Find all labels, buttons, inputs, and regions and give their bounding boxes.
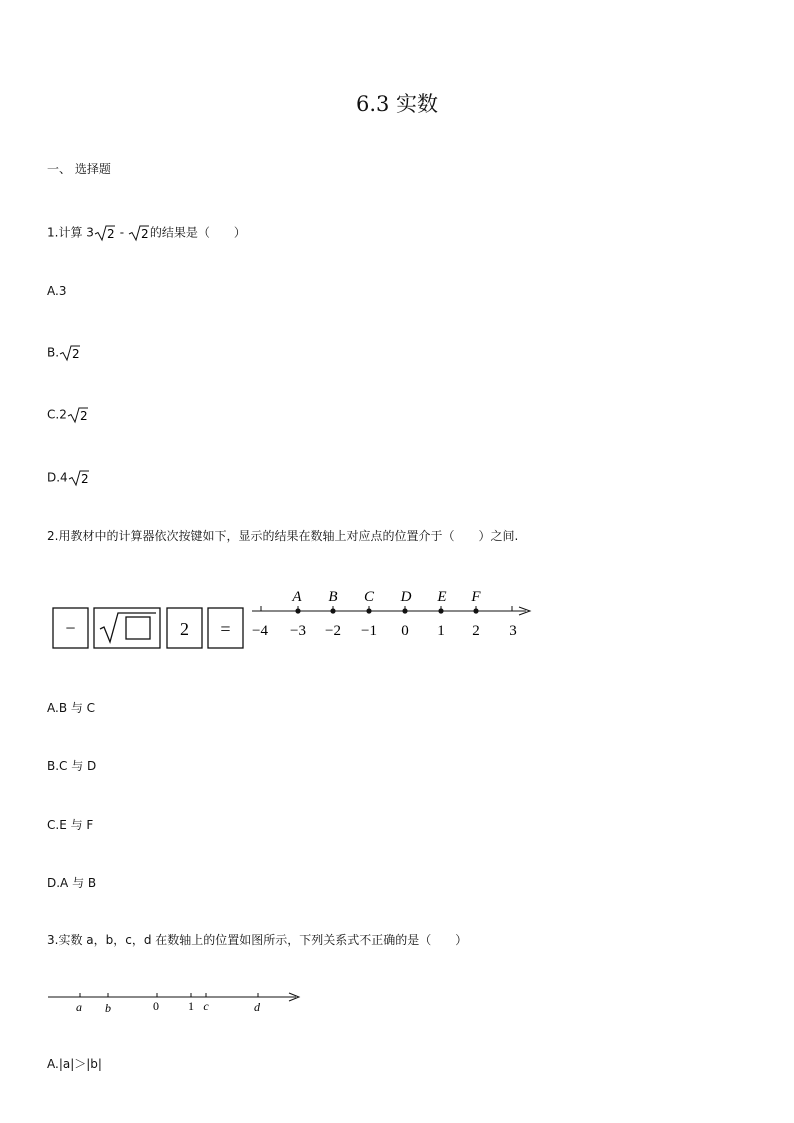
key-equals-label: = <box>220 619 231 639</box>
section-heading: 一、 选择题 <box>47 162 111 176</box>
tick-label: −4 <box>252 623 268 639</box>
q1-radicand: 2 <box>79 409 88 423</box>
q1-radicand: 2 <box>80 472 89 486</box>
axis-label-one: 1 <box>188 999 194 1013</box>
axis-label-c: c <box>203 999 209 1013</box>
q1-radicand: 2 <box>140 227 149 241</box>
question-3-stem: 3.实数 a，b，c，d 在数轴上的位置如图所示，下列关系式不正确的是（ ） <box>47 933 468 947</box>
q2-option-b: B.C 与 D <box>47 759 97 773</box>
calculator-keys-and-number-line <box>40 578 540 658</box>
q3-number-line <box>40 985 310 1021</box>
q1-option-b <box>47 344 81 362</box>
tick-label: 3 <box>509 623 517 639</box>
point-dot <box>330 608 335 613</box>
tick-label: 2 <box>472 623 480 639</box>
q1-option-d-prefix: D.4 <box>47 470 68 485</box>
point-label-f: F <box>471 589 481 605</box>
q2-option-a: A.B 与 C <box>47 701 96 715</box>
axis-label-a: a <box>76 1000 82 1014</box>
sqrt-symbol <box>68 469 90 487</box>
point-label-a: A <box>292 589 302 605</box>
q1-option-c <box>47 406 89 424</box>
q1-radicand: 2 <box>72 347 80 361</box>
key-minus-label: − <box>65 618 76 638</box>
tick-label: 1 <box>437 623 445 639</box>
key-two-label: 2 <box>180 619 189 639</box>
q3-option-a: A.|a|＞|b| <box>47 1057 102 1071</box>
sqrt-symbol <box>128 224 150 242</box>
point-dot <box>438 608 443 613</box>
sqrt-symbol <box>59 344 81 362</box>
axis-label-b: b <box>105 1001 111 1015</box>
point-label-d: D <box>400 589 412 605</box>
question-2-stem: 2.用教材中的计算器依次按键如下，显示的结果在数轴上对应点的位置介于（ ）之间. <box>47 529 519 543</box>
tick-label: −3 <box>290 623 306 639</box>
q1-option-d <box>47 469 90 487</box>
point-label-e: E <box>437 589 447 605</box>
tick-label: 0 <box>401 623 409 639</box>
q1-radicand: 2 <box>106 227 115 241</box>
q1-option-c-prefix: C.2 <box>47 407 67 422</box>
question-1-stem <box>47 224 246 242</box>
point-label-c: C <box>363 589 375 605</box>
q1-option-b-prefix: B. <box>47 345 60 360</box>
q1-stem-prefix: 1.计算 3 <box>47 225 94 240</box>
page-title: 6.3 实数 <box>355 92 439 116</box>
point-dot <box>402 608 407 613</box>
q1-minus: - <box>115 225 128 240</box>
q2-option-d: D.A 与 B <box>47 876 97 890</box>
empty-box-icon <box>126 617 150 639</box>
sqrt-symbol <box>94 224 116 242</box>
sqrt-symbol <box>67 406 89 424</box>
point-dot <box>366 608 371 613</box>
tick-label: −2 <box>325 623 341 639</box>
axis-label-zero: 0 <box>153 999 159 1013</box>
point-dot <box>473 608 478 613</box>
point-dot <box>295 608 300 613</box>
q1-option-a: A.3 <box>47 284 67 298</box>
q2-option-c: C.E 与 F <box>47 818 94 832</box>
point-label-b: B <box>328 589 338 605</box>
q1-stem-suffix: 的结果是（ ） <box>149 225 246 240</box>
axis-label-d: d <box>254 1000 260 1014</box>
tick-label: −1 <box>361 623 377 639</box>
